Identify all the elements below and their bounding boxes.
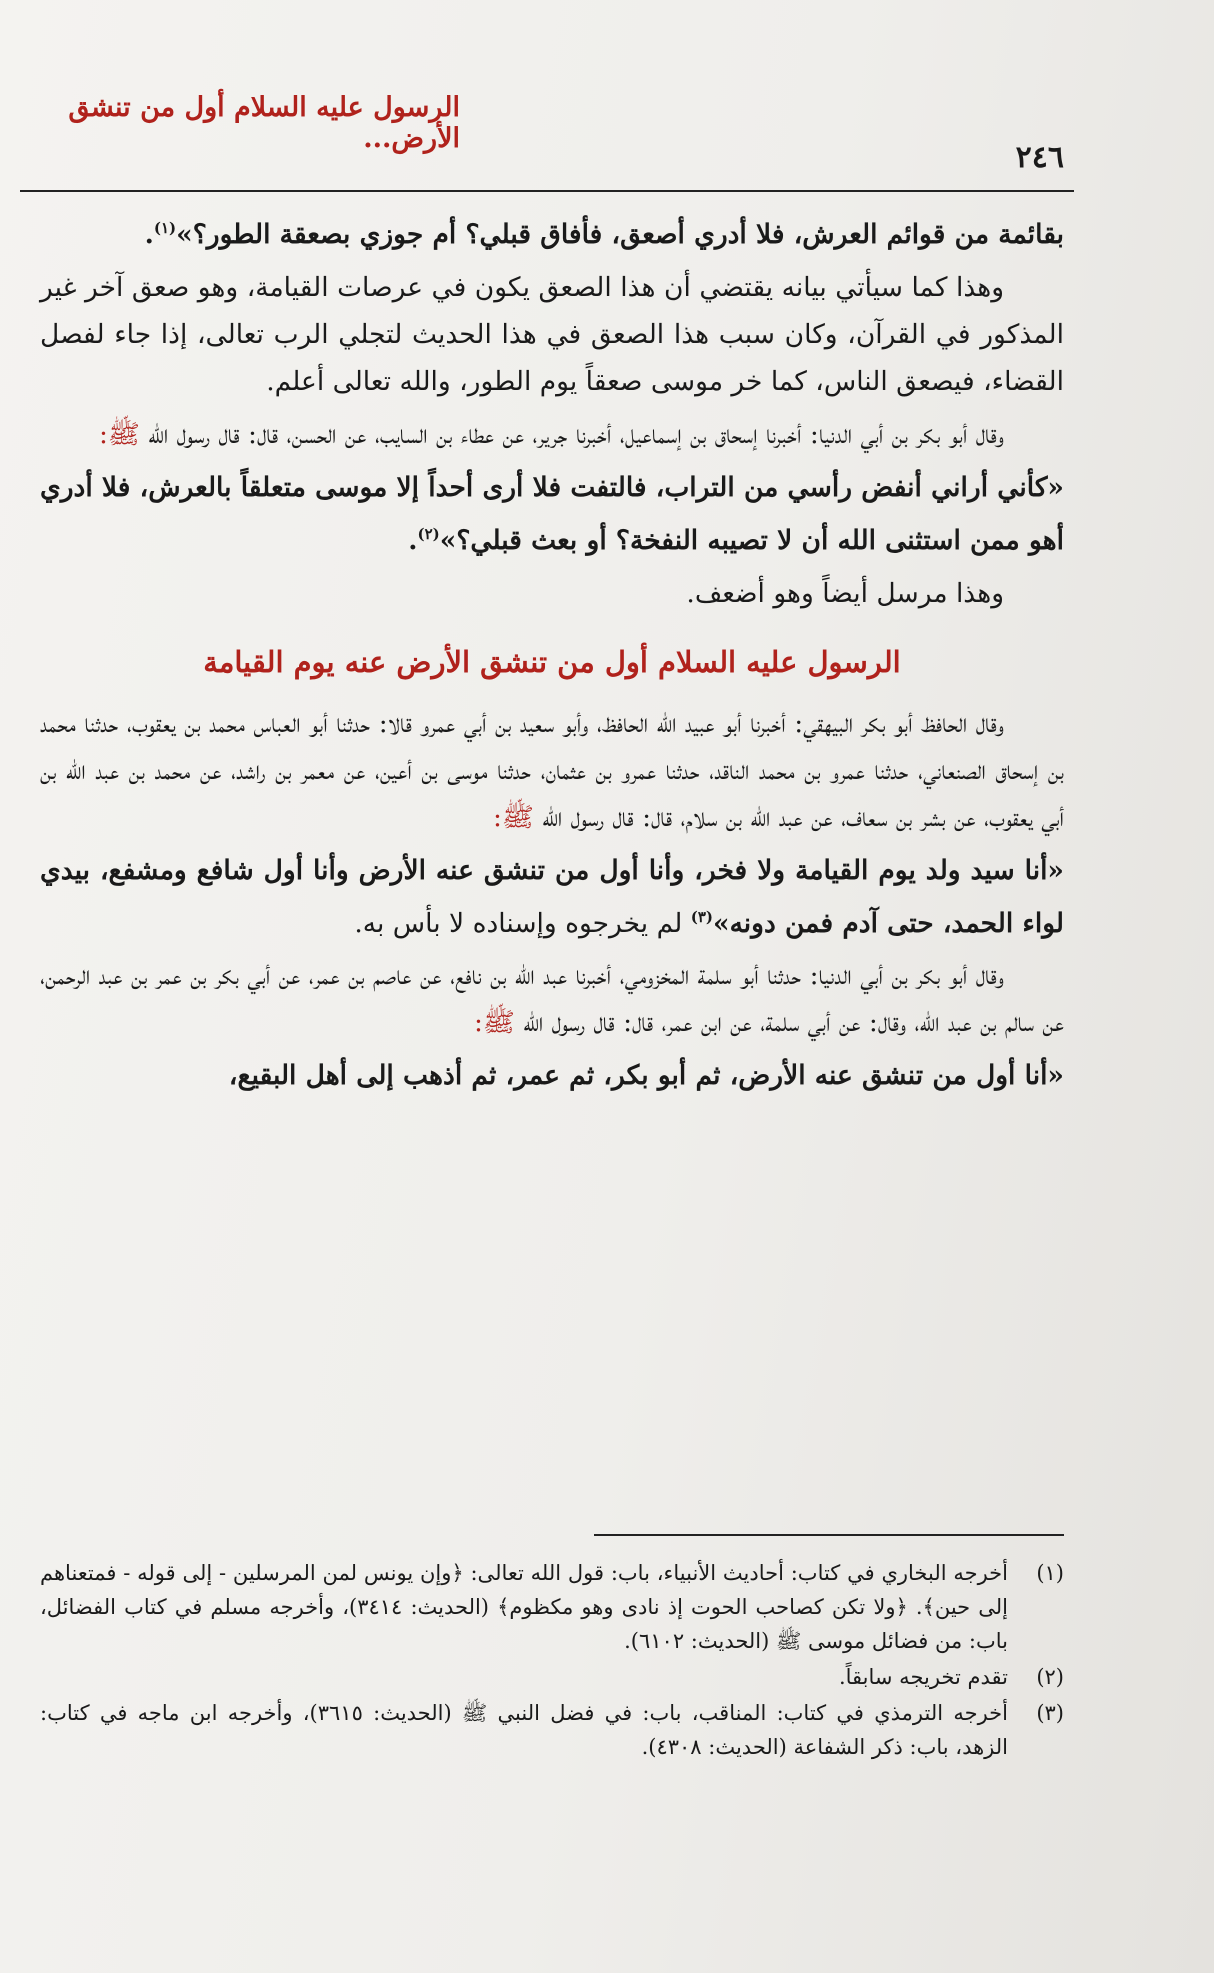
hadith-quote bbox=[40, 847, 1064, 947]
page-number: ٢٤٦ bbox=[1015, 140, 1064, 175]
footnote-number: (٣) bbox=[1036, 1701, 1064, 1725]
footnotes bbox=[40, 1556, 1064, 1766]
footnote-ref: (١) bbox=[153, 219, 177, 237]
section-title: الرسول عليه السلام أول من تنشق الأرض عنه يوم القيامة bbox=[203, 644, 901, 679]
header-rule bbox=[20, 190, 1074, 192]
paragraph bbox=[40, 952, 1064, 1046]
paragraph: وهذا كما سيأتي بيانه يقتضي أن هذا الصعق يكون في عرصات القيامة، وهو صعق آخر غير المذكور في القرآن، وكان سبب هذا الصعق في هذا الحديث لتجلي الرب تعالى، إذا جاء لفصل القضاء، فيصعق الناس، كما خر موسى صعقاً يوم الطور، والله تعالى أعلم. bbox=[40, 271, 1064, 397]
running-header: الرسول عليه السلام أول من تنشق الأرض... bbox=[68, 92, 460, 154]
paragraph-text: وقال أبو بكر بن أبي الدنيا: حدثنا أبو سلمة المخزومي، أخبرنا عبد الله بن نافع، عن عاصم بن عمر، عن أبي بكر بن عمر بن عبد الرحمن، عن سالم بن عبد الله، وقال: عن أبي سلمة، عن ابن عمر، قال: قال رسول الله bbox=[40, 960, 1064, 1039]
quote-text: «أنا سيد ولد يوم القيامة ولا فخر، وأنا أول من تنشق عنه الأرض وأنا أول شافع ومشفع، بيدي لواء الحمد، حتى آدم فمن دونه» bbox=[40, 854, 1064, 939]
footnote bbox=[40, 1696, 1064, 1764]
footnote-rule bbox=[594, 1534, 1064, 1536]
footnote bbox=[40, 1660, 1064, 1694]
footnote-number: (٢) bbox=[1036, 1665, 1064, 1689]
paragraph bbox=[40, 411, 1064, 458]
pbuh-glyph: ﷺ: bbox=[473, 1007, 515, 1039]
footnote bbox=[40, 1556, 1064, 1658]
quote-text: «كأني أراني أنفض رأسي من التراب، فالتفت فلا أرى أحداً إلا موسى متعلقاً بالعرش، فلا أدري أهو ممن استثنى الله أن لا تصيبه النفخة؟ أو بعث قبلي؟» bbox=[40, 471, 1064, 556]
pbuh-glyph: ﷺ: bbox=[492, 801, 534, 833]
main-text bbox=[40, 205, 1064, 1105]
paragraph: وهذا مرسل أيضاً وهو أضعف. bbox=[686, 577, 1004, 609]
paragraph: بقائمة من قوائم العرش، فلا أدري أصعق، فأفاق قبلي؟ أم جوزي بصعقة الطور؟»$^{(١)}$. bbox=[144, 218, 1064, 250]
paragraph-text: وقال أبو بكر بن أبي الدنيا: أخبرنا إسحاق بن إسماعيل، أخبرنا جرير، عن عطاء بن السايب، عن الحسن، قال: قال رسول الله bbox=[148, 418, 1004, 450]
paragraph-text: وقال الحافظ أبو بكر البيهقي: أخبرنا أبو عبيد الله الحافظ، وأبو سعيد بن أبي عمرو قالا: حدثنا أبو العباس محمد بن يعقوب، حدثنا محمد بن إسحاق الصنعاني، حدثنا عمرو بن محمد الناقد، حدثنا عمرو بن عثمان، حدثنا موسى بن أعين، عن معمر بن راشد، عن محمد بن عبد الله بن أبي يعقوب، عن بشر بن سعاف، عن عبد الله بن سلام، قال: قال رسول الله bbox=[40, 707, 1064, 833]
pbuh-glyph: ﷺ: bbox=[98, 418, 140, 450]
footnote-number: (١) bbox=[1036, 1561, 1064, 1585]
footnote-ref: (٣) bbox=[690, 907, 714, 926]
footnote-text: تقدم تخريجه سابقاً. bbox=[838, 1665, 1008, 1689]
quote-tail: لم يخرجوه وإسناده لا بأس به. bbox=[354, 907, 691, 939]
footnote-ref: (٢) bbox=[417, 524, 440, 543]
footnote-text: أخرجه البخاري في كتاب: أحاديث الأنبياء، باب: قول الله تعالى: ﴿وإن يونس لمن المرسلين - إلى قوله - فمتعناهم إلى حين﴾. ﴿ولا تكن كصاحب الحوت إذ نادى وهو مكظوم﴾ (الحديث: ٣٤١٤)، وأخرجه مسلم في كتاب الفضائل، باب: من فضائل موسى ﷺ (الحديث: ٦١٠٢). bbox=[40, 1561, 1009, 1653]
hadith-quote: «أنا أول من تنشق عنه الأرض، ثم أبو بكر، ثم عمر، ثم أذهب إلى أهل البقيع، bbox=[228, 1060, 1064, 1092]
paragraph-text: بقائمة من قوائم العرش، فلا أدري أصعق، فأفاق قبلي؟ أم جوزي بصعقة الطور؟» bbox=[176, 218, 1064, 250]
paragraph bbox=[40, 700, 1064, 841]
hadith-quote: «كأني أراني أنفض رأسي من التراب، فالتفت فلا أرى أحداً إلا موسى متعلقاً بالعرش، فلا أدري أهو ممن استثنى الله أن لا تصيبه النفخة؟ أو بعث قبلي؟»$^{(٢)}$. bbox=[40, 471, 1064, 556]
footnote-text: أخرجه الترمذي في كتاب: المناقب، باب: في فضل النبي ﷺ (الحديث: ٣٦١٥)، وأخرجه ابن ماجه في كتاب: الزهد، باب: ذكر الشفاعة (الحديث: ٤٣٠٨). bbox=[40, 1701, 1008, 1759]
